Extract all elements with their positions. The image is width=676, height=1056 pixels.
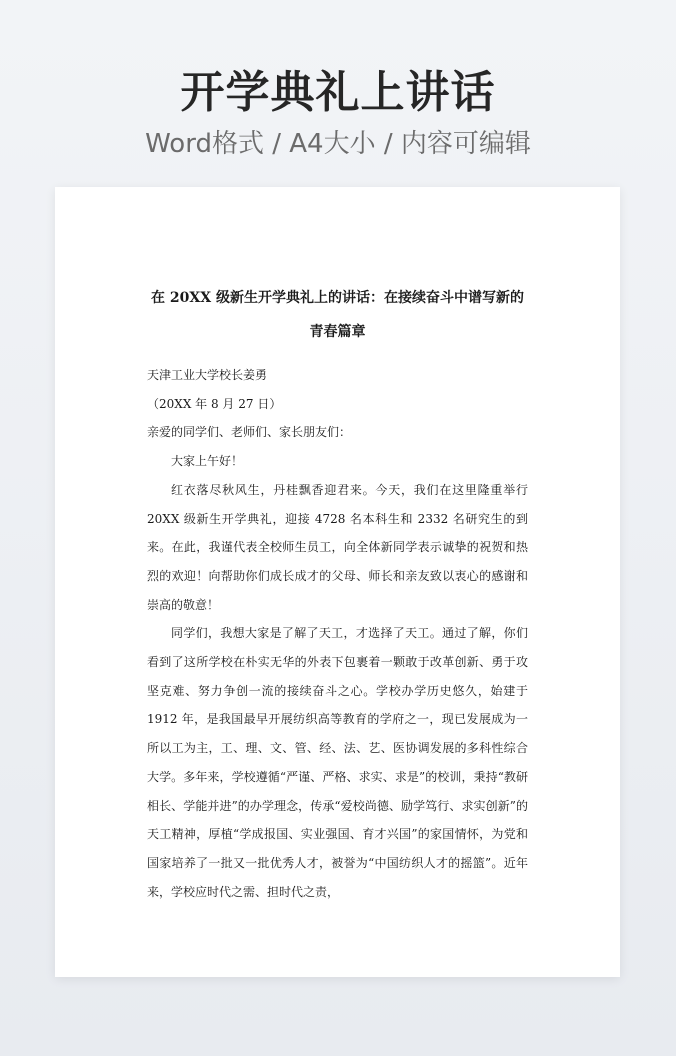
author-line: 天津工业大学校长姜勇 <box>147 368 268 382</box>
document-body <box>147 281 528 906</box>
body-paragraph-2: 同学们，我想大家是了解了天工，才选择了天工。通过了解，你们看到了这所学校在朴实无华的外表下包裹着一颗敢于改革创新、勇于攻坚克难、努力争创一流的接续奋斗之心。学校办学历史悠久，始建于 1912 年，是我国最早开展纺织高等教育的学府之一，现已发展成为一所以工为主，工、理、文、管、经、法、艺、医协调发展的多科性综合大学。多年来，学校遵循“严谨、严格、求实、求是”的校训，秉持“教研相长、学能并进”的办学理念，传承“爱校尚德、励学笃行、求实创新”的天工精神，厚植“学成报国、实业强国、育才兴国”的家国情怀，为党和国家培养了一批又一批优秀人才，被誉为“中国纺织人才的摇篮”。近年来，学校应时代之需、担时代之责， <box>147 626 528 899</box>
date-line: （20XX 年 8 月 27 日） <box>147 396 282 411</box>
document-title-line-1: 在 20XX 级新生开学典礼上的讲话：在接续奋斗中谱写新的 <box>151 290 524 306</box>
salutation-line: 亲爱的同学们、老师们、家长朋友们： <box>147 425 352 440</box>
banner <box>0 62 676 162</box>
body-paragraph-1: 红衣落尽秋风生，丹桂飘香迎君来。今天，我们在这里隆重举行 20XX 级新生开学典礼，迎接 4728 名本科生和 2332 名研究生的到来。在此，我谨代表全校师生员工，向全体新同学表示诚挚的祝贺和热烈的欢迎！向帮助你们成长成才的父母、师长和亲友致以衷心的感谢和崇高的敬意！ <box>147 482 528 612</box>
document-page <box>55 187 620 977</box>
banner-title: 开学典礼上讲话 <box>180 67 496 118</box>
banner-subtitle: Word格式 / A4大小 / 内容可编辑 <box>145 129 531 159</box>
document-title <box>147 281 528 349</box>
greeting-paragraph: 大家上午好！ <box>171 454 244 469</box>
document-title-line-2: 青春篇章 <box>309 324 366 340</box>
